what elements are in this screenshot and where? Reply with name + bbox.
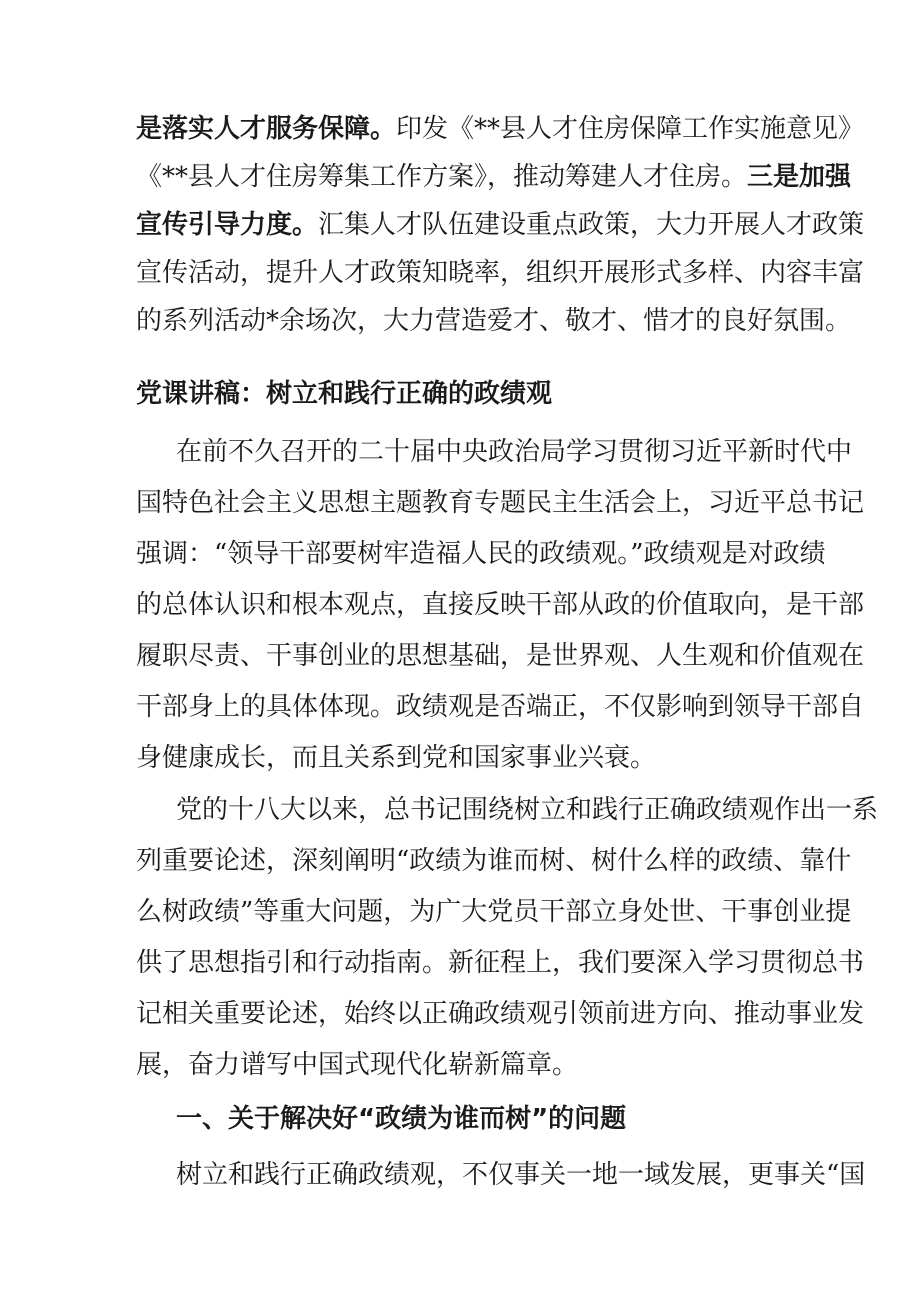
paragraph-line: 供了思想指引和行动指南。新征程上，我们要深入学习贯彻总书 [136,948,865,978]
body-line [136,161,852,193]
paragraph-line: 展，奋力谱写中国式现代化崭新篇章。 [136,1050,579,1080]
body-line [136,209,865,241]
text-span: 印发《**县人才住房保障工作实施意见》 [396,114,865,144]
body-line: 宣传活动，提升人才政策知晓率，组织开展形式多样、内容丰富 [136,258,865,288]
body-line [136,113,865,145]
paragraph-line: 的总体认识和根本观点，直接反映干部从政的价值取向，是干部 [136,590,865,620]
body-line: 的系列活动*余场次，大力营造爱才、敬才、惜才的良好氛围。 [136,306,852,336]
text-span: 汇集人才队伍建设重点政策，大力开展人才政策 [318,210,865,240]
bold-phrase: 三是加强 [747,162,852,192]
document-title: 党课讲稿：树立和践行正确的政绩观 [136,379,553,409]
bold-phrase: 是落实人才服务保障。 [136,114,397,144]
paragraph-line: 么树政绩”等重大问题，为广大党员干部立身处世、干事创业提 [136,897,852,927]
paragraph-line: 在前不久召开的二十届中央政治局学习贯彻习近平新时代中 [176,437,853,467]
paragraph-line: 干部身上的具体体现。政绩观是否端正，不仅影响到领导干部自 [136,692,865,722]
paragraph-line: 列重要论述，深刻阐明“政绩为谁而树、树什么样的政绩、靠什 [136,846,852,876]
paragraph-line: 记相关重要论述，始终以正确政绩观引领前进方向、推动事业发 [136,999,865,1029]
paragraph-line: 身健康成长，而且关系到党和国家事业兴衰。 [136,743,657,773]
paragraph-line: 强调：“领导干部要树牢造福人民的政绩观。”政绩观是对政绩 [136,539,826,569]
section-heading: 一、关于解决好“政绩为谁而树”的问题 [176,1104,627,1134]
paragraph-line: 党的十八大以来，总书记围绕树立和践行正确政绩观作出一系 [176,795,879,825]
bold-phrase: 宣传引导力度。 [136,210,319,240]
paragraph-line: 树立和践行正确政绩观，不仅事关一地一域发展，更事关“国 [176,1160,866,1190]
paragraph-line: 国特色社会主义思想主题教育专题民主生活会上，习近平总书记 [136,488,865,518]
paragraph-line: 履职尽责、干事创业的思想基础，是世界观、人生观和价值观在 [136,641,865,671]
text-span: 《**县人才住房筹集工作方案》，推动筹建人才住房。 [136,162,748,192]
